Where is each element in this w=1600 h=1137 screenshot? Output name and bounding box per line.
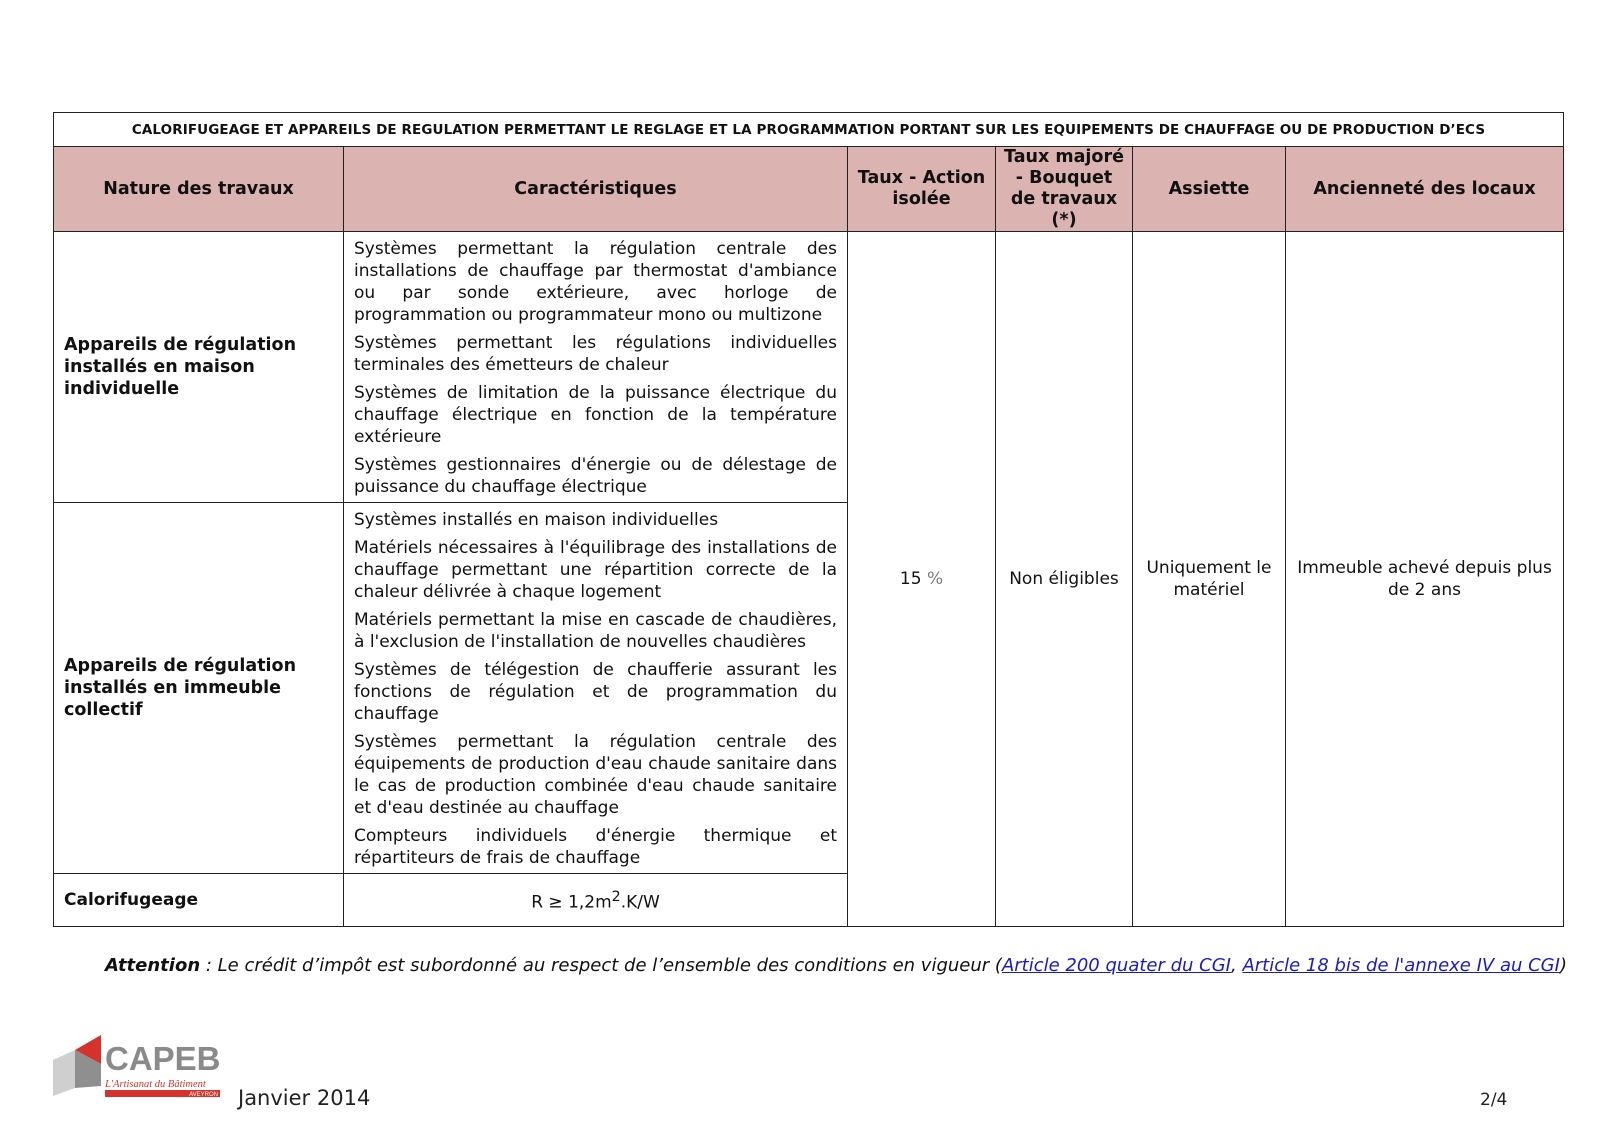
attention-text: : Le crédit d’impôt est subordonné au respect de l’ensemble des conditions en vigueur ( [200, 955, 1002, 976]
characteristic-item: Systèmes de télégestion de chaufferie assurant les fonctions de régulation et de programmation du chauffage [354, 660, 837, 724]
characteristic-item: Matériels permettant la mise en cascade de chaudières, à l'exclusion de l'installation de nouvelles chaudières [354, 610, 837, 652]
row-characteristics-maison [344, 232, 848, 503]
characteristic-item: Compteurs individuels d'énergie thermique et répartiteurs de frais de chauffage [354, 826, 837, 868]
table-row [54, 232, 1564, 503]
taux-isolee-value: 15 % [848, 232, 996, 927]
header-nature: Nature des travaux [54, 147, 344, 232]
tax-credit-table [53, 112, 1564, 927]
taux-majore-value: Non éligibles [996, 232, 1133, 927]
row-nature-calorifugeage: Calorifugeage [54, 874, 344, 927]
row-nature-maison: Appareils de régulation installés en maison individuelle [54, 232, 344, 503]
characteristic-item: Systèmes gestionnaires d'énergie ou de délestage de puissance du chauffage électrique [354, 455, 837, 497]
row-characteristics-collectif [344, 503, 848, 874]
characteristic-item: Systèmes permettant la régulation centrale des installations de chauffage par thermostat d'ambiance ou par sonde extérieure, avec horloge de programmation ou programmateur mono ou multizone [354, 239, 837, 325]
logo-text: CAPEB [105, 1040, 221, 1077]
row-nature-collectif: Appareils de régulation installés en immeuble collectif [54, 503, 344, 874]
table-banner: CALORIFUGEAGE ET APPAREILS DE REGULATION PERMETTANT LE REGLAGE ET LA PROGRAMMATION PORTANT SUR LES EQUIPEMENTS DE CHAUFFAGE OU DE PRODUCTION D’ECS [54, 113, 1564, 147]
header-caracteristiques: Caractéristiques [344, 147, 848, 232]
annexe-iv-link[interactable]: Article 18 bis de l'annexe IV au CGI [1242, 955, 1560, 976]
header-taux-isolee: Taux - Action isolée [848, 147, 996, 232]
logo-region: AVEYRON [189, 1092, 218, 1098]
calorifugeage-value: $R \ge 1,2m^2.K/W$ [344, 874, 848, 927]
attention-note: Attention : Le crédit d’impôt est subordonné au respect de l’ensemble des conditions en vigueur (Article 200 quater du CGI, Article 18 bis de l'annexe IV au CGI) [105, 955, 1567, 976]
logo-tagline: L'Artisanat du Bâtiment [105, 1079, 206, 1090]
assiette-value: Uniquement le matériel [1133, 232, 1286, 927]
characteristic-item: Systèmes permettant la régulation centrale des équipements de production d'eau chaude sanitaire dans le cas de production combinée d'eau chaude sanitaire et d'eau destinée au chauffage [354, 732, 837, 818]
header-anciennete: Ancienneté des locaux [1286, 147, 1564, 232]
header-taux-majore: Taux majoré - Bouquet de travaux (*) [996, 147, 1133, 232]
article-200-link[interactable]: Article 200 quater du CGI [1001, 955, 1231, 976]
characteristic-item: Systèmes permettant les régulations individuelles terminales des émetteurs de chaleur [354, 333, 837, 375]
capeb-logo [53, 1030, 228, 1105]
characteristic-item: Matériels nécessaires à l'équilibrage des installations de chauffage permettant une répartition correcte de la chaleur délivrée à chaque logement [354, 538, 837, 602]
characteristic-item: Systèmes installés en maison individuelles [354, 510, 719, 530]
attention-label: Attention [105, 955, 201, 976]
header-assiette: Assiette [1133, 147, 1286, 232]
characteristic-item: Systèmes de limitation de la puissance électrique du chauffage électrique en fonction de la température extérieure [354, 383, 837, 447]
anciennete-value: Immeuble achevé depuis plus de 2 ans [1286, 232, 1564, 927]
footer-date: Janvier 2014 [238, 1086, 371, 1110]
page-number: 2/4 [1480, 1090, 1508, 1110]
